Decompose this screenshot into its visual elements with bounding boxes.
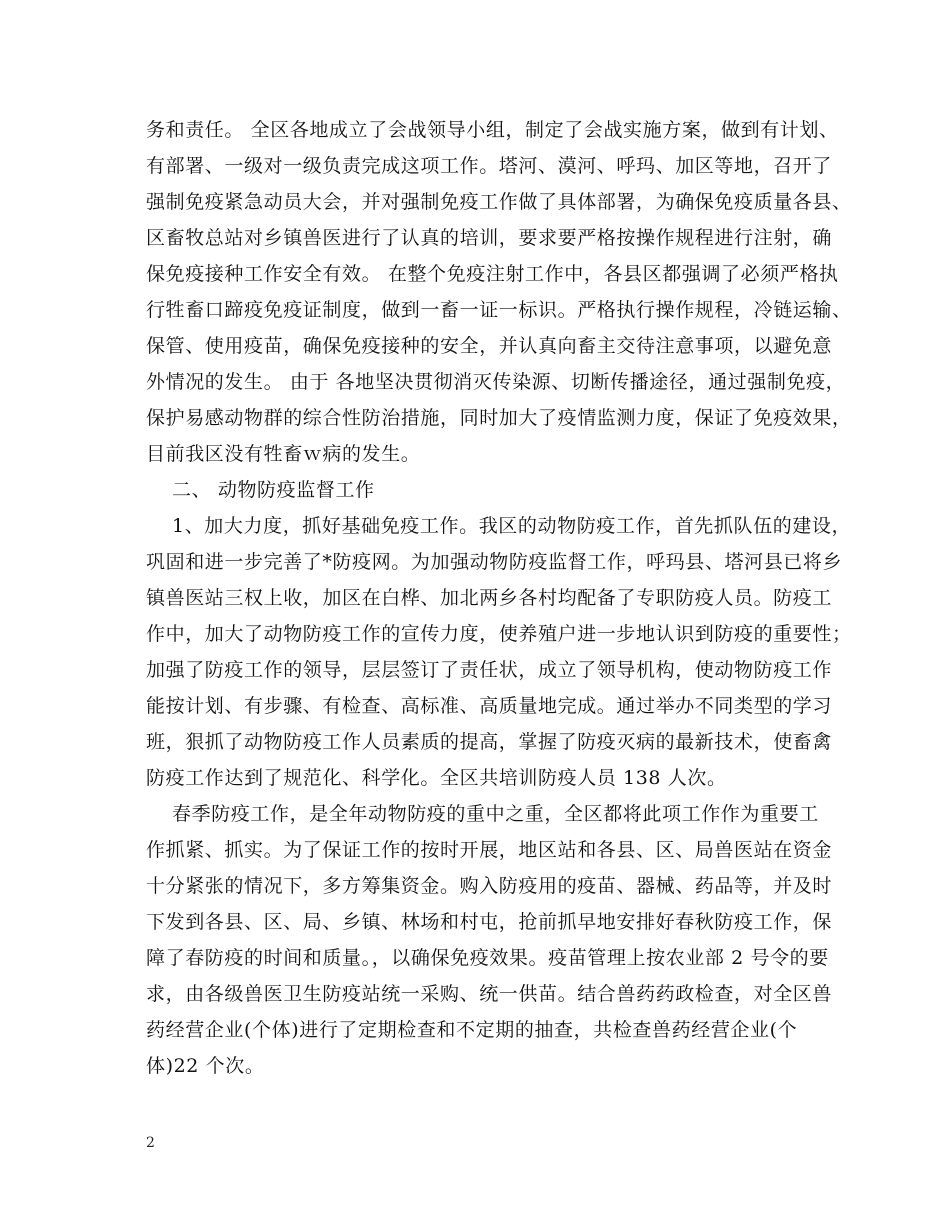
text-line: 外情况的发生。 由于 各地坚决贯彻消灭传染源、切断传播途径，通过强制免疫， bbox=[146, 371, 846, 393]
text-line: 药经营企业(个体)进行了定期检查和不定期的抽查，共检查兽药经营企业(个 bbox=[146, 1019, 798, 1041]
text-line: 春季防疫工作，是全年动物防疫的重中之重，全区都将此项工作作为重要工 bbox=[172, 803, 819, 825]
text-line: 务和责任。 全区各地成立了会战领导小组，制定了会战实施方案，做到有计划、 bbox=[146, 119, 839, 141]
text-line: 保免疫接种工作安全有效。 在整个免疫注射工作中，各县区都强调了必须严格执 bbox=[146, 263, 839, 285]
page-number: 2 bbox=[146, 1135, 155, 1151]
text-line: 加强了防疫工作的领导，层层签订了责任状，成立了领导机构，使动物防疫工作 bbox=[146, 659, 833, 681]
text-line: 能按计划、有步骤、有检查、高标准、高质量地完成。通过举办不同类型的学习 bbox=[146, 695, 833, 717]
text-line: 镇兽医站三权上收，加区在白桦、加北两乡各村均配备了专职防疫人员。防疫工 bbox=[146, 587, 833, 609]
text-line: 区畜牧总站对乡镇兽医进行了认真的培训，要求要严格按操作规程进行注射，确 bbox=[146, 227, 833, 249]
text-line: 障了春防疫的时间和质量。，以确保免疫效果。疫苗管理上按农业部 2 号令的要 bbox=[146, 947, 829, 969]
text-line: 行牲畜口蹄疫免疫证制度，做到一畜一证一标识。严格执行操作规程，冷链运输、 bbox=[146, 299, 852, 321]
text-line: 作中，加大了动物防疫工作的宣传力度，使养殖户进一步地认识到防疫的重要性； bbox=[146, 623, 852, 645]
text-line: 保管、使用疫苗，确保免疫接种的安全，并认真向畜主交待注意事项，以避免意 bbox=[146, 335, 833, 357]
text-line: 作抓紧、抓实。为了保证工作的按时开展，地区站和各县、区、局兽医站在资金 bbox=[146, 839, 833, 861]
text-line: 体)22 个次。 bbox=[146, 1055, 265, 1077]
text-line: 巩固和进一步完善了*防疫网。为加强动物防疫监督工作，呼玛县、塔河县已将乡 bbox=[146, 551, 843, 573]
text-line: 下发到各县、区、局、乡镇、林场和村屯，抢前抓早地安排好春秋防疫工作，保 bbox=[146, 911, 833, 933]
text-line: 强制免疫紧急动员大会，并对强制免疫工作做了具体部署，为确保免疫质量各县、 bbox=[146, 191, 852, 213]
text-line: 防疫工作达到了规范化、科学化。全区共培训防疫人员 138 人次。 bbox=[146, 767, 727, 789]
text-line: 求，由各级兽医卫生防疫站统一采购、统一供苗。结合兽药药政检查，对全区兽 bbox=[146, 983, 833, 1005]
text-line: 1、加大力度，抓好基础免疫工作。我区的动物防疫工作，首先抓队伍的建设， bbox=[172, 515, 852, 537]
section-heading: 二、 动物防疫监督工作 bbox=[172, 479, 375, 501]
text-line: 十分紧张的情况下，多方筹集资金。购入防疫用的疫苗、器械、药品等，并及时 bbox=[146, 875, 833, 897]
text-line: 班，狠抓了动物防疫工作人员素质的提高，掌握了防疫灭病的最新技术，使畜禽 bbox=[146, 731, 833, 753]
text-line: 保护易感动物群的综合性防治措施，同时加大了疫情监测力度，保证了免疫效果， bbox=[146, 407, 852, 429]
text-line: 目前我区没有牲畜ｗ病的发生。 bbox=[146, 443, 421, 465]
body-text bbox=[146, 112, 852, 1084]
text-line: 有部署、一级对一级负责完成这项工作。塔河、漠河、呼玛、加区等地，召开了 bbox=[146, 155, 833, 177]
